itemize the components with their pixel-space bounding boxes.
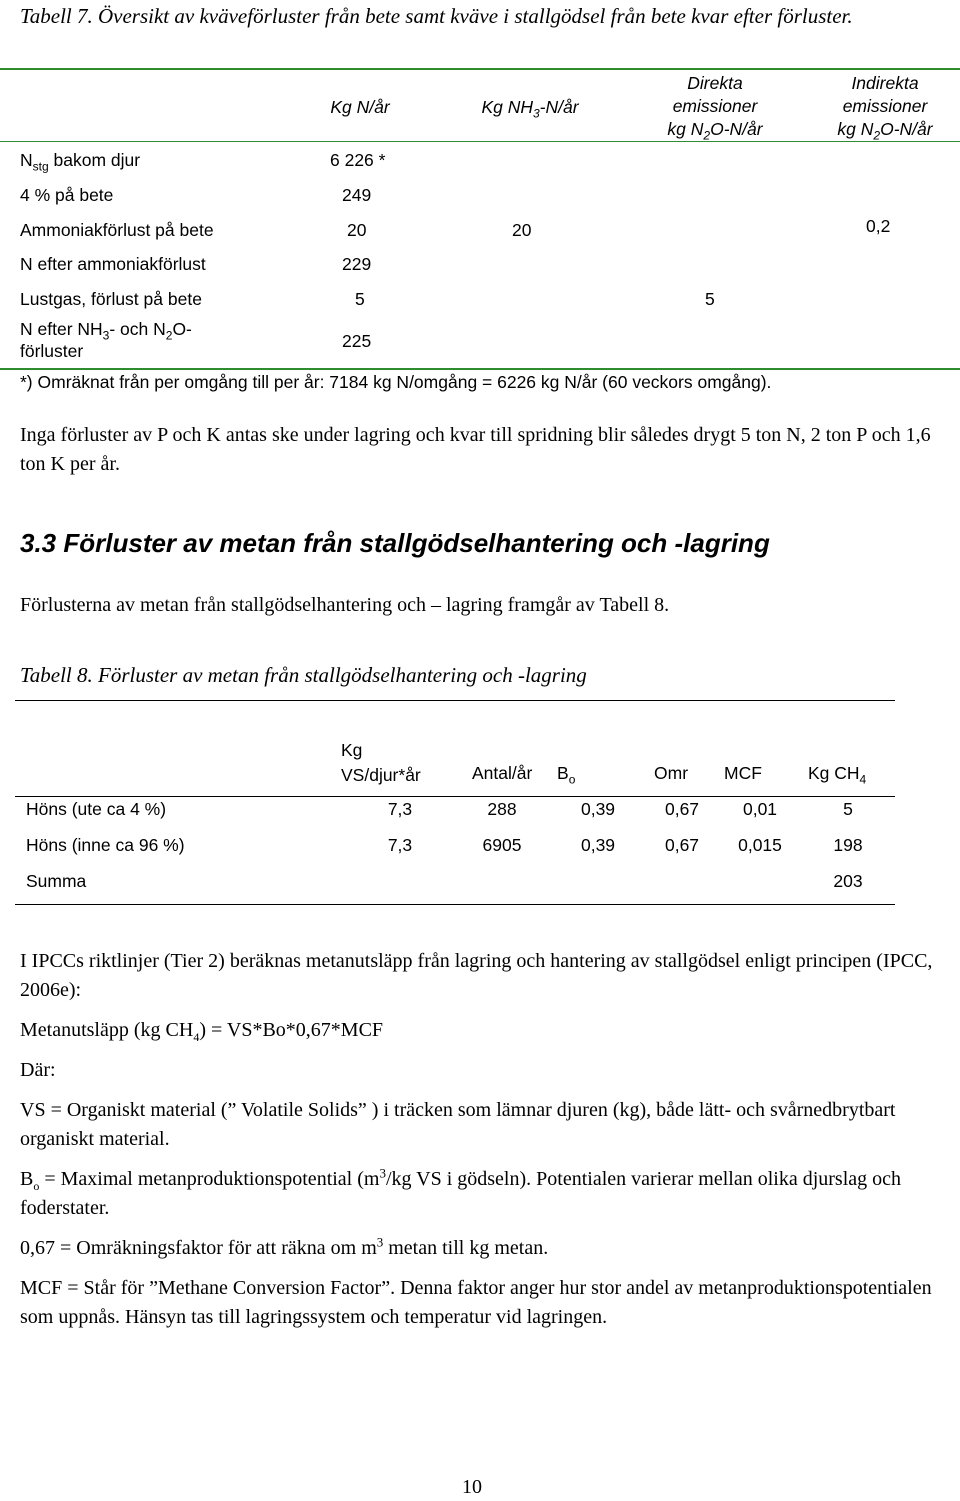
table7-header-rule xyxy=(0,141,960,142)
table8-header-mcf: MCF xyxy=(724,763,762,783)
table8-cell: 203 xyxy=(833,871,863,891)
mcf-definition: MCF = Står för ”Methane Conversion Factor”. Denna faktor anger hur stor andel av metanproduktionspotentialen som uppnås. Hänsyn tas till lagringssystem och temperatur vid lagringen. xyxy=(20,1277,932,1328)
table8-caption: Tabell 8. Förluster av metan från stallgödselhantering och -lagring xyxy=(20,663,587,687)
table8-cell: 198 xyxy=(833,835,863,855)
table8-cell: 0,39 xyxy=(580,799,616,819)
table8-cell: 5 xyxy=(843,799,853,819)
table7-cell: 6 226 * xyxy=(330,150,386,170)
table7-cell: 225 xyxy=(342,331,372,351)
table8-cell: 0,39 xyxy=(580,835,616,855)
table8-cell: 6905 xyxy=(482,835,522,855)
table7-row-label: N efter ammoniakförlust xyxy=(20,254,206,274)
table7-cell: 249 xyxy=(342,185,372,205)
dar-label: Där: xyxy=(20,1059,56,1081)
table7-row-label: $N_{stg}$ bakom djur xyxy=(20,150,141,174)
table8-header-bo: $B_o$ xyxy=(557,763,576,787)
table7-footnote: *) Omräknat från per omgång till per år: 7184 kg N/omgång = 6226 kg N/år (60 veckors omgång). xyxy=(20,372,772,392)
page-number: 10 xyxy=(462,1476,482,1498)
table7-row-label: Lustgas, förlust på bete xyxy=(20,289,202,309)
table7-cell: 20 xyxy=(347,220,367,240)
table7-caption: Tabell 7. Översikt av kväveförluster från bete samt kväve i stallgödsel från bete kvar efter förluster. xyxy=(20,4,853,28)
table8-cell: 0,01 xyxy=(742,799,778,819)
table7-header-direct: Direkta emissioner kg $N_2O-N/år$ xyxy=(667,73,763,143)
table7-header-kgn: Kg N/år xyxy=(330,97,390,117)
table7-cell: 229 xyxy=(342,254,372,274)
section-intro: Förlusterna av metan från stallgödselhantering och – lagring framgår av Tabell 8. xyxy=(20,594,670,616)
table8-bottom-rule xyxy=(15,904,895,905)
table8-cell: 288 xyxy=(487,799,517,819)
table7-header-nh3: Kg $NH_3-N/år$ xyxy=(481,97,579,121)
table8-header-ch4: Kg $CH_4$ xyxy=(808,763,867,787)
table8-cell-name: Höns (ute ca 4 %) xyxy=(26,799,167,819)
table7-row-label: Ammoniakförlust på bete xyxy=(20,220,214,240)
table7-cell: 5 xyxy=(355,289,365,309)
table7-row-label: N efter $NH_3-$ och $N_2O-$ förluster xyxy=(20,319,192,361)
table8-header-vs: Kg VS/djur*år xyxy=(341,740,421,785)
table7-cell: 0,2 xyxy=(866,216,891,236)
table8-cell-name: Summa xyxy=(26,871,87,891)
table8-cell: 7,3 xyxy=(387,799,413,819)
table7-top-rule xyxy=(0,68,960,70)
table8-cell: 0,67 xyxy=(664,835,700,855)
table8-cell-name: Höns (inne ca 96 %) xyxy=(26,835,185,855)
vs-definition: VS = Organiskt material (” Volatile Solids” ) i träcken som lämnar djuren (kg), både lätt- och svårnedbrytbart organiskt material. xyxy=(20,1099,896,1150)
bo-definition: $B_o$ = Maximal metanproduktionspotential ($m^3/kg$ VS i gödseln). Potentialen varierar mellan olika djurslag och foderstater. xyxy=(20,1165,902,1219)
omr-definition: 0,67 = Omräkningsfaktor för att räkna om $m^3$ metan till kg metan. xyxy=(20,1234,549,1259)
section-heading: 3.3 Förluster av metan från stallgödselhantering och -lagring xyxy=(20,528,770,558)
table8-top-rule xyxy=(15,700,895,701)
table7-cell: 5 xyxy=(705,289,715,309)
table7-row-label: 4 % på bete xyxy=(20,185,114,205)
table7-header-indirect: Indirekta emissioner kg $N_2O-N/år$ xyxy=(837,73,933,143)
paragraph-nutrients: Inga förluster av P och K antas ske under lagring och kvar till spridning blir således drygt 5 ton N, 2 ton P och 1,6 ton K per år. xyxy=(20,424,931,475)
table7-cell: 20 xyxy=(512,220,532,240)
table8-cell: 0,015 xyxy=(738,835,782,855)
table8-cell: 7,3 xyxy=(387,835,413,855)
table8-header-rule xyxy=(15,796,895,797)
formula: Metanutsläpp (kg $CH_4) = VS*Bo*0,67*MCF$ xyxy=(20,1019,384,1044)
ipcc-paragraph: I IPCCs riktlinjer (Tier 2) beräknas metanutsläpp från lagring och hantering av stallgödsel enligt principen (IPCC, 2006e): xyxy=(20,950,933,1001)
table8-header-antal: Antal/år xyxy=(472,763,533,783)
table7-bottom-rule xyxy=(0,368,960,370)
table8-header-omr: Omr xyxy=(654,763,689,783)
table8-cell: 0,67 xyxy=(664,799,700,819)
